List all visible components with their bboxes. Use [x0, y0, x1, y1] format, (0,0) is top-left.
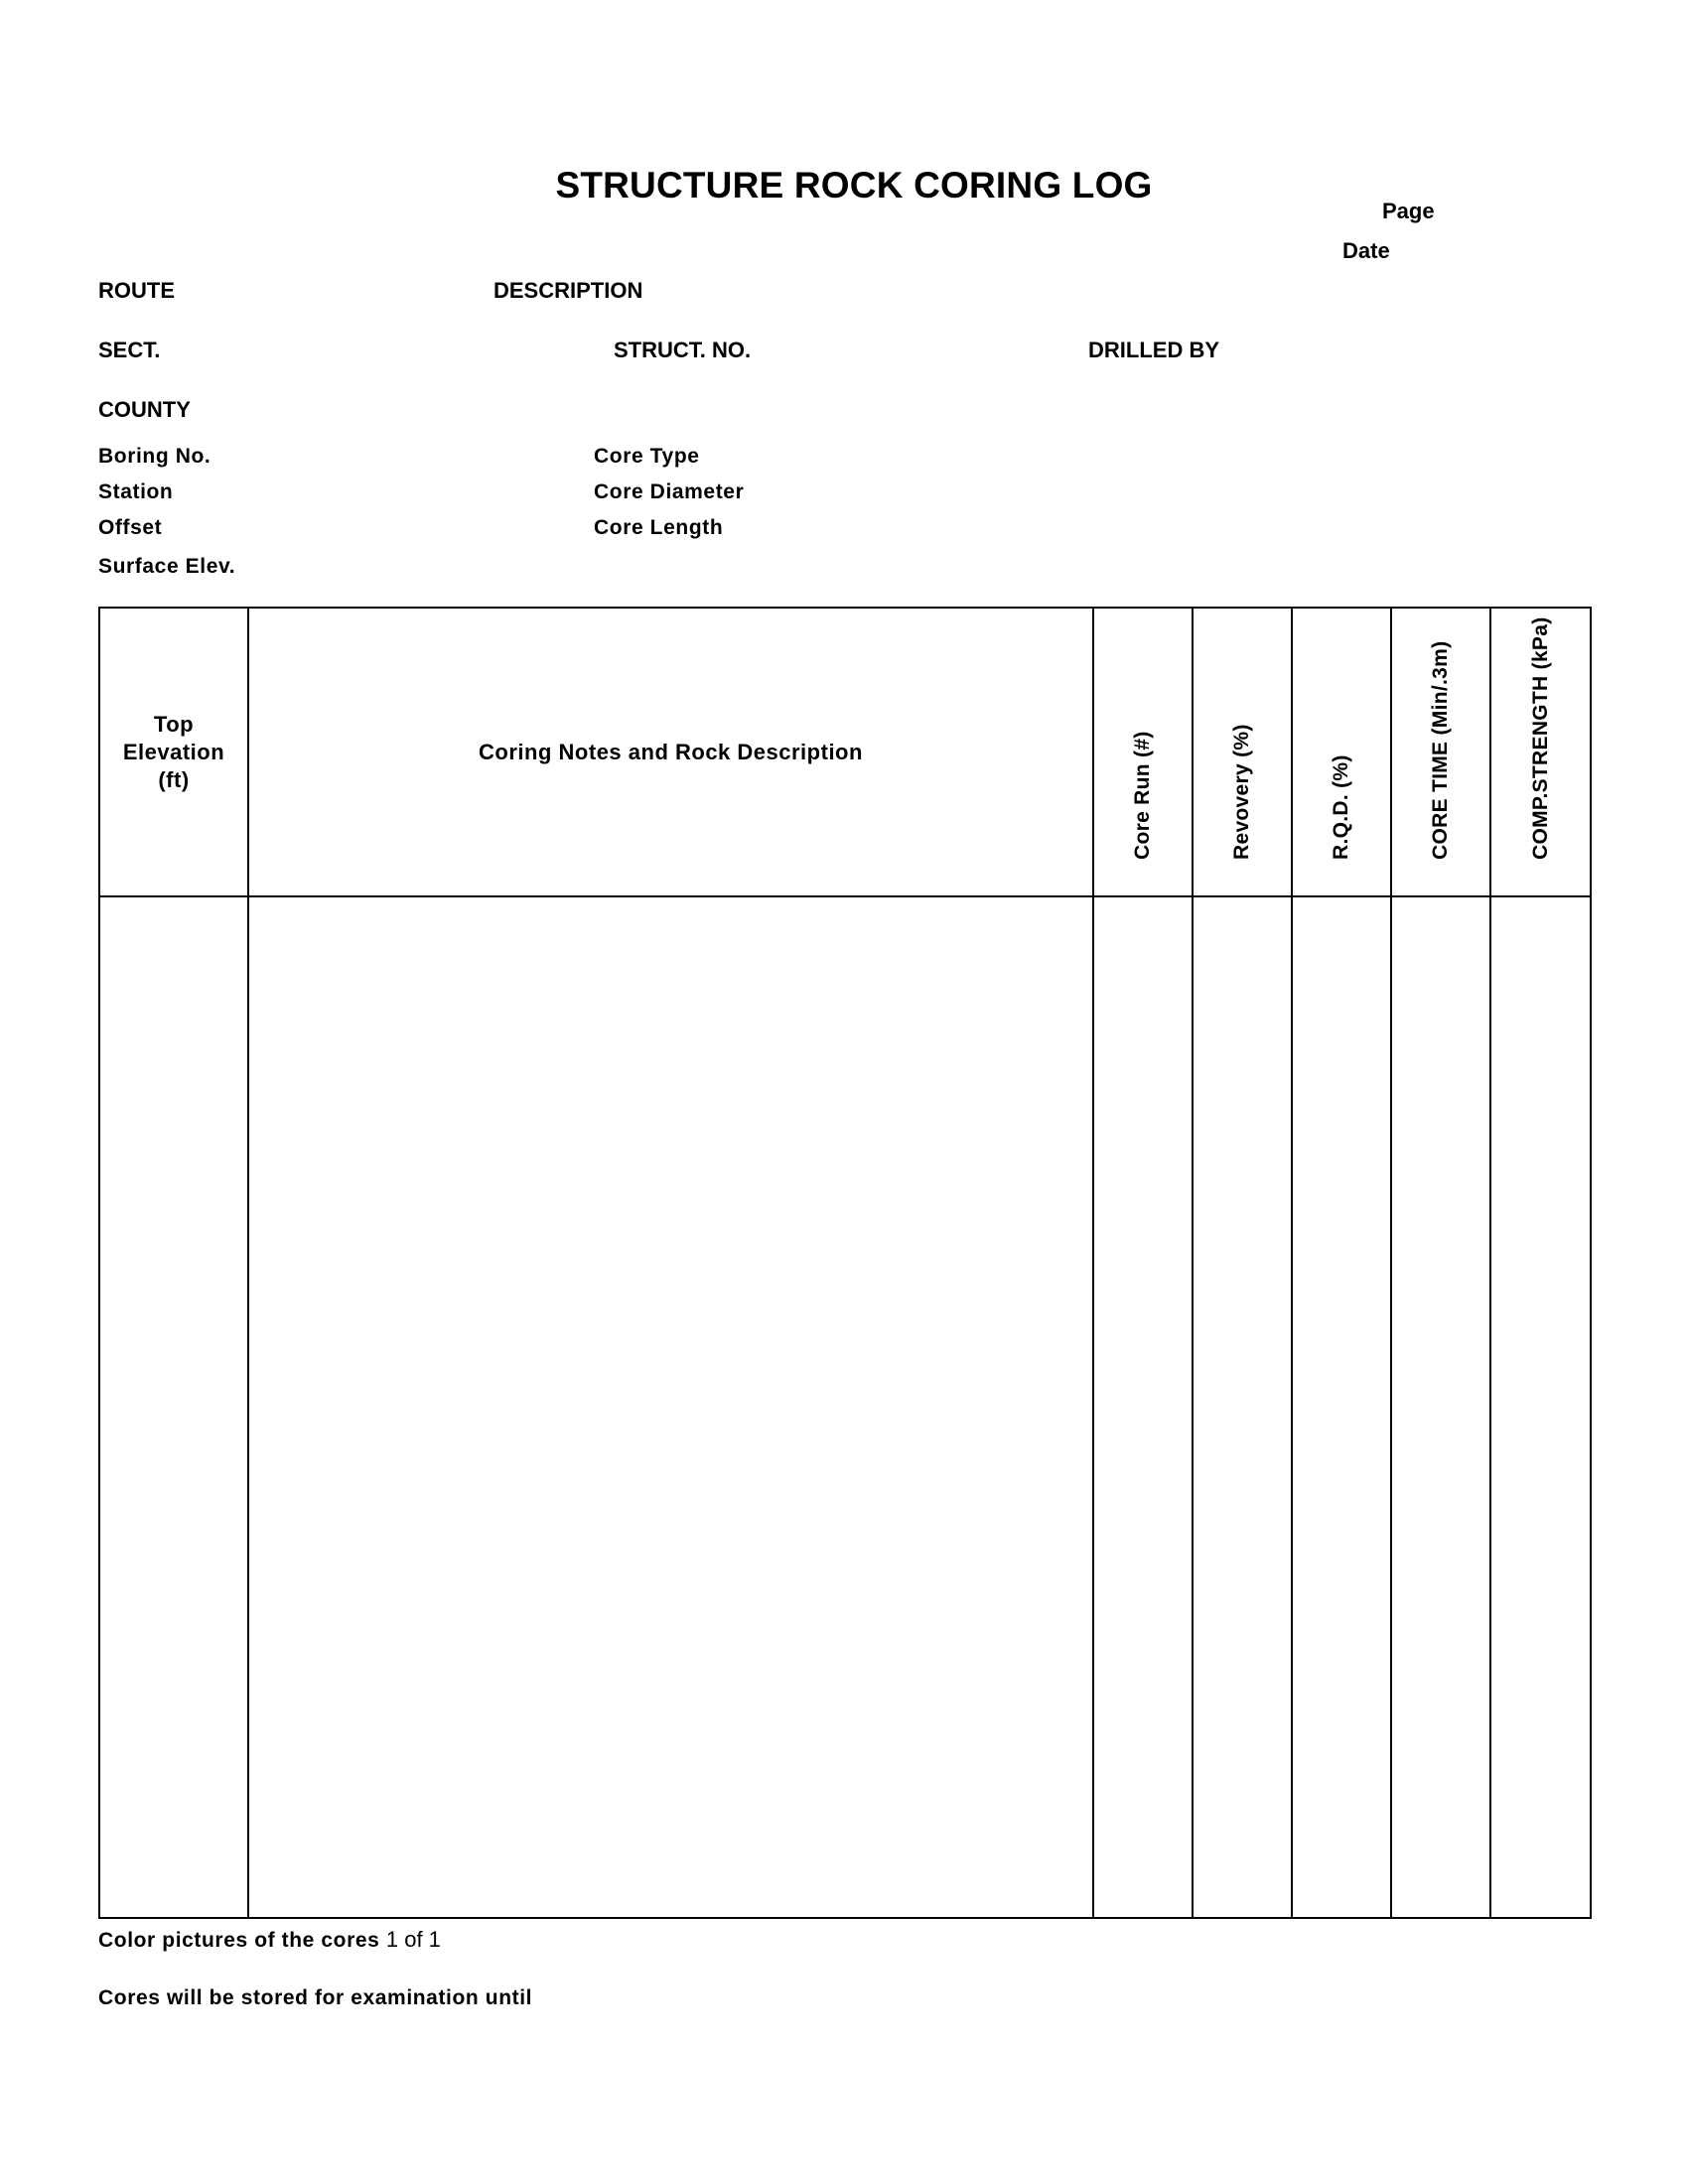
- struct-no-label: STRUCT. NO.: [614, 338, 752, 362]
- coring-notes-entry-cell[interactable]: [249, 897, 1092, 1917]
- page-label: Page: [1382, 199, 1435, 223]
- station-label: Station: [98, 480, 174, 503]
- header-top-elevation-line: Top: [153, 711, 195, 737]
- top-elevation-entry-cell[interactable]: [100, 897, 247, 1917]
- header-rqd: [1293, 609, 1390, 895]
- comp-strength-entry-cell[interactable]: [1491, 897, 1590, 1917]
- header-core-run: [1094, 609, 1192, 895]
- header-core-run-label: Core Run (#): [1131, 731, 1154, 860]
- page-title: STRUCTURE ROCK CORING LOG: [555, 165, 1153, 205]
- color-pictures-note: [98, 1927, 441, 1953]
- header-core-time: [1392, 609, 1489, 895]
- header-recovery-label: Revovery (%): [1230, 724, 1253, 860]
- header-coring-notes: [249, 609, 1092, 895]
- header-comp-strength: [1491, 609, 1590, 895]
- storage-note: Cores will be stored for examination until: [98, 1986, 533, 2009]
- coring-log-table: [98, 607, 1592, 1919]
- offset-label: Offset: [98, 516, 163, 539]
- rqd-entry-cell[interactable]: [1293, 897, 1390, 1917]
- route-label: ROUTE: [98, 278, 175, 303]
- sect-label: SECT.: [98, 338, 161, 362]
- core-time-entry-cell[interactable]: [1392, 897, 1489, 1917]
- header-top-elevation-line: (ft): [158, 766, 190, 792]
- header-top-elevation-line: Elevation: [122, 739, 225, 764]
- date-label: Date: [1342, 238, 1390, 263]
- core-type-label: Core Type: [594, 445, 700, 468]
- recovery-entry-cell[interactable]: [1194, 897, 1291, 1917]
- header-core-time-label: CORE TIME (Min/.3m): [1429, 640, 1452, 860]
- county-label: COUNTY: [98, 397, 191, 422]
- page-count: 1 of 1: [385, 1927, 441, 1952]
- header-comp-strength-label: COMP.STRENGTH (kPa): [1528, 616, 1552, 860]
- header-rqd-label: R.Q.D. (%): [1330, 754, 1352, 860]
- header-coring-notes-label: Coring Notes and Rock Description: [479, 739, 863, 764]
- header-top-elevation: [100, 609, 247, 895]
- description-label: DESCRIPTION: [493, 278, 643, 303]
- header-recovery: [1194, 609, 1291, 895]
- boring-no-label: Boring No.: [98, 445, 211, 468]
- core-run-entry-cell[interactable]: [1094, 897, 1192, 1917]
- color-pictures-label: Color pictures of the cores: [98, 1929, 380, 1952]
- core-length-label: Core Length: [594, 516, 724, 539]
- surface-elev-label: Surface Elev.: [98, 555, 236, 578]
- drilled-by-label: DRILLED BY: [1088, 338, 1219, 362]
- core-diameter-label: Core Diameter: [594, 480, 745, 503]
